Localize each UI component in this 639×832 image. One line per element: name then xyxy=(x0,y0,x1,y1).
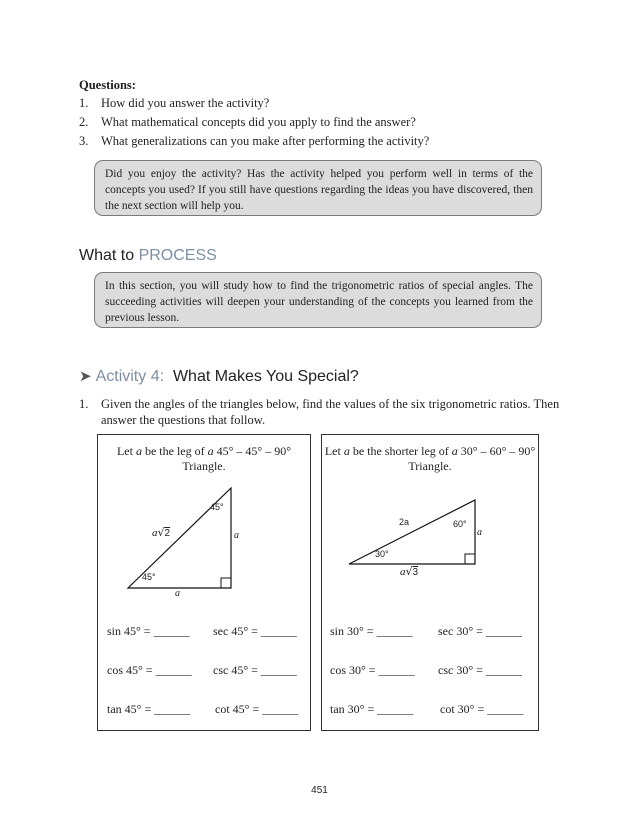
section-heading xyxy=(79,247,217,265)
page-number: 451 xyxy=(311,785,328,796)
hypotenuse-label: 2a xyxy=(399,517,410,527)
section-heading-accent: PROCESS xyxy=(138,247,217,264)
activity-heading xyxy=(79,367,359,386)
sqrt-icon: √ xyxy=(405,565,413,578)
instruction-text: Given the angles of the triangles below, find the values of the six trigonometric ratios. Then answer the questions that follow. xyxy=(101,397,560,427)
panel-45-45-90 xyxy=(97,434,311,731)
question-number: 2. xyxy=(79,115,89,129)
ratio-cot: cot 30° = ______ xyxy=(440,702,524,716)
right-side-label: a xyxy=(477,527,482,538)
heading-var: a xyxy=(207,444,214,458)
ratio-cos: cos 30° = ______ xyxy=(330,663,415,677)
ratio-csc: csc 30° = ______ xyxy=(438,663,522,677)
activity-label: Activity 4: xyxy=(95,368,165,385)
bottom-root: 3 xyxy=(412,567,419,578)
questions-title: Questions: xyxy=(79,78,136,92)
top-angle-label: 60° xyxy=(453,519,467,529)
ratio-sin: sin 45° = ______ xyxy=(107,624,190,638)
bottom-side-label xyxy=(400,565,418,578)
question-item xyxy=(79,96,269,111)
heading-text: be the leg of xyxy=(141,444,208,458)
question-number: 1. xyxy=(79,96,89,110)
right-angle-marker xyxy=(221,578,231,588)
section-heading-prefix: What to xyxy=(79,247,139,264)
heading-text: Let xyxy=(324,444,344,458)
ratio-csc: csc 45° = ______ xyxy=(213,663,297,677)
question-number: 3. xyxy=(79,134,89,148)
question-item xyxy=(79,134,429,149)
process-callout-box xyxy=(94,272,542,328)
triangle-30-shape xyxy=(349,500,475,564)
heading-angles: 30° – 60° – 90° xyxy=(457,444,536,458)
ratio-tan: tan 45° = ______ xyxy=(107,702,191,716)
heading-text: Triangle. xyxy=(408,459,452,473)
heading-text: Triangle. xyxy=(182,459,226,473)
ratio-cos: cos 45° = ______ xyxy=(107,663,192,677)
ratio-sec: sec 45° = ______ xyxy=(213,624,297,638)
ratio-sin: sin 30° = ______ xyxy=(330,624,413,638)
bottom-var: a xyxy=(400,566,406,578)
activity-title: What Makes You Special? xyxy=(172,368,359,385)
activity-instruction xyxy=(79,396,561,428)
question-text: What mathematical concepts did you apply to find the answer? xyxy=(101,115,416,129)
heading-var: a xyxy=(135,444,142,458)
heading-text: Let xyxy=(116,444,136,458)
heading-text: be the shorter leg of xyxy=(349,444,452,458)
enjoy-callout-text: Did you enjoy the activity? Has the activity helped you perform well in terms of the concepts you used? If you still have questions regarding the ideas you have discovered, then the next section will help you. xyxy=(105,168,533,212)
bottom-side-label: a xyxy=(175,588,180,599)
process-callout-text: In this section, you will study how to find the trigonometric ratios of special angles. The succeeding activities will deepen your understanding of the concepts you learned from the previous lesson. xyxy=(105,280,533,324)
arrow-icon: ➤ xyxy=(79,368,92,385)
bottom-angle-label: 45° xyxy=(142,572,156,582)
question-item xyxy=(79,115,416,130)
heading-var: a xyxy=(343,444,350,458)
question-text: What generalizations can you make after performing the activity? xyxy=(101,134,430,148)
sqrt-icon: √ xyxy=(157,526,165,539)
hyp-root: 2 xyxy=(164,528,171,539)
enjoy-callout-box xyxy=(94,160,542,216)
right-angle-marker xyxy=(465,554,475,564)
heading-var: a xyxy=(451,444,458,458)
ratio-cot: cot 45° = ______ xyxy=(215,702,299,716)
right-side-label: a xyxy=(234,530,239,541)
question-text: How did you answer the activity? xyxy=(101,96,270,110)
hyp-var: a xyxy=(152,527,158,539)
triangle-30-diagram xyxy=(322,435,538,730)
ratio-sec: sec 30° = ______ xyxy=(438,624,522,638)
triangle-45-diagram xyxy=(98,435,310,730)
instruction-number: 1. xyxy=(79,397,89,411)
hypotenuse-label xyxy=(152,526,170,539)
heading-angles: 45° – 45° – 90° xyxy=(213,444,292,458)
top-angle-label: 45° xyxy=(210,502,224,512)
left-angle-label: 30° xyxy=(375,549,389,559)
panel-30-60-90 xyxy=(321,434,539,731)
ratio-tan: tan 30° = ______ xyxy=(330,702,414,716)
